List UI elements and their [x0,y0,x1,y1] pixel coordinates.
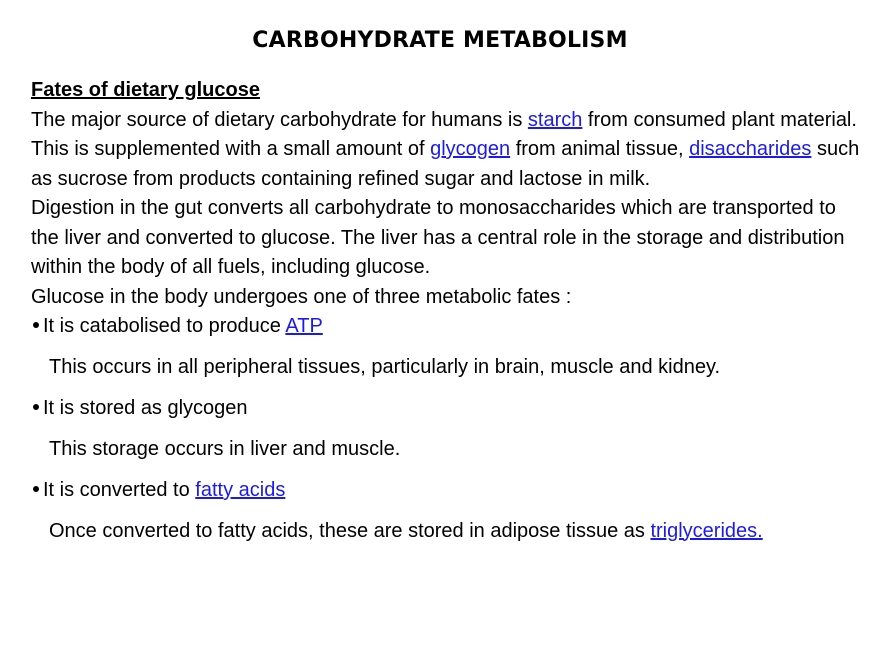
intro-paragraph-2: Digestion in the gut converts all carbohydrate to monosaccharides which are transported to the liver and converted to glucose. The liver has a central role in the storage and distribution within the body of all fuels, including glucose. [31,197,845,278]
fate-text: It is stored as glycogen [43,397,248,419]
fate-text: It is catabolised to produce [43,315,286,337]
atp-link[interactable]: ATP [285,315,323,337]
intro-text: such as sucrose from products containing refined sugar and lactose in milk. [31,138,860,190]
fate-detail-fatty-acids [31,517,861,547]
triglycerides-link[interactable]: triglycerides. [650,519,763,542]
starch-link[interactable]: starch [527,108,583,131]
fatty-acids-link[interactable]: fatty acids [195,479,286,501]
fate-detail-atp: This occurs in all peripheral tissues, particularly in brain, muscle and kidney. [49,355,721,378]
fate-detail-glycogen: This storage occurs in liver and muscle. [49,437,401,460]
bullet-icon [33,486,39,492]
fate-item-atp [31,312,861,342]
intro-text: from consumed plant material. This is supplemented with a small amount of [31,108,857,160]
document-body [31,76,861,546]
fate-item-fatty-acids [31,476,861,506]
page-title: CARBOHYDRATE METABOLISM [252,28,628,53]
glycogen-link[interactable]: glycogen [430,138,511,160]
intro-paragraph-3: Glucose in the body undergoes one of three metabolic fates : [31,285,572,308]
disaccharides-link[interactable]: disaccharides [689,138,812,160]
bullet-icon [33,404,39,410]
intro-text: The major source of dietary carbohydrate for humans is [31,108,528,131]
fate-detail-text: Once converted to fatty acids, these are stored in adipose tissue as [49,519,651,542]
fate-item-glycogen [31,394,861,424]
bullet-icon [33,322,39,328]
intro-paragraph-1 [31,106,861,195]
fate-text: It is converted to [43,479,196,501]
section-heading: Fates of dietary glucose [31,79,260,101]
intro-text: from animal tissue, [510,138,690,160]
